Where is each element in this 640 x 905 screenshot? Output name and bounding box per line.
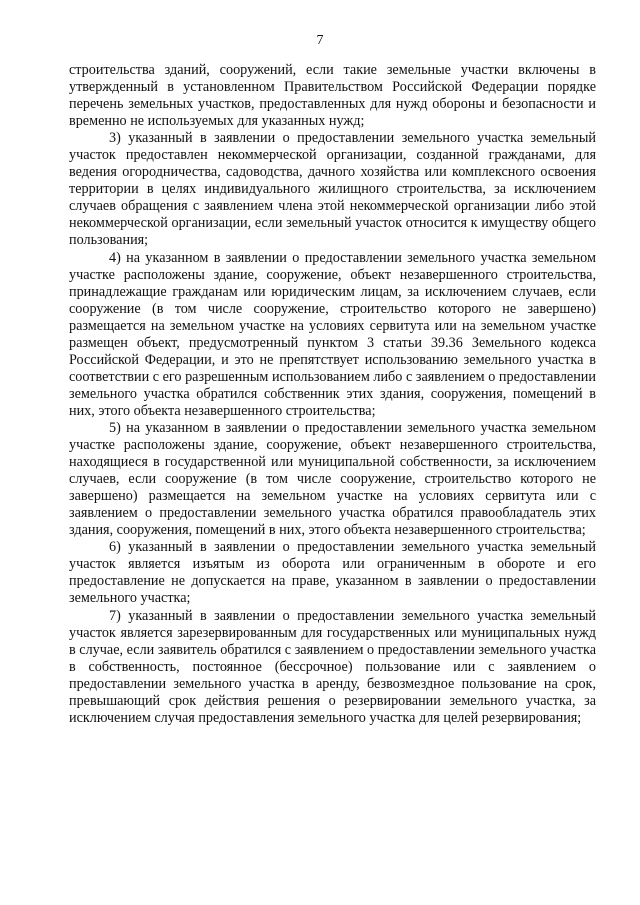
document-body <box>69 62 596 727</box>
paragraph-item-3: 3) указанный в заявлении о предоставлении земельного участка земельный участок предоставлен некоммерческой организации, созданной гражданами, для ведения огородничества, садоводства, дачного хозяйства или комплексного освоения территории в целях индивидуального жилищного строительства, за исключением случаев обращения с заявлением члена этой некоммерческой организации либо этой некоммерческой организации, если земельный участок относится к имуществу общего пользования; <box>69 130 596 249</box>
paragraph-item-6: 6) указанный в заявлении о предоставлении земельного участка земельный участок является изъятым из оборота или ограниченным в обороте и его предоставление не допускается на праве, указанном в заявлении о предоставлении земельного участка; <box>69 539 596 607</box>
page-number: 7 <box>316 33 324 48</box>
paragraph-item-5: 5) на указанном в заявлении о предоставлении земельного участка земельном участке расположены здание, сооружение, объект незавершенного строительства, находящиеся в государственной или муниципальной собственности, за исключением случаев, если сооружение (в том числе сооружение, строительство которого не завершено) размещается на земельном участке на условиях сервитута или с заявлением о предоставлении земельного участка обратился правообладатель этих здания, сооружения, помещений в них, этого объекта незавершенного строительства; <box>69 419 596 539</box>
paragraph-continuation: строительства зданий, сооружений, если такие земельные участки включены в утвержденный в установленном Правительством Российской Федерации порядке перечень земельных участков, предоставленных для нужд обороны и безопасности и временно не используемых для указанных нужд; <box>69 62 596 130</box>
paragraph-item-7: 7) указанный в заявлении о предоставлении земельного участка земельный участок является зарезервированным для государственных или муниципальных нужд в случае, если заявитель обратился с заявлением о предоставлении земельного участка в собственность, постоянное (бессрочное) пользование или с заявлением о предоставлении земельного участка в аренду, безвозмездное пользование на срок, превышающий срок действия решения о резервировании земельного участка, за исключением случая предоставления земельного участка для целей резервирования; <box>69 607 596 726</box>
paragraph-item-4: 4) на указанном в заявлении о предоставлении земельного участка земельном участке расположены здание, сооружение, объект незавершенного строительства, принадлежащие гражданам или юридическим лицам, за исключением случаев, если сооружение (в том числе сооружение, строительство которого не завершено) размещается на земельном участке на условиях сервитута или на земельном участке размещен объект, предусмотренный пунктом 3 статьи 39.36 Земельного кодекса Российской Федерации, и это не препятствует использованию земельного участка в соответствии с его разрешенным использованием либо с заявлением о предоставлении земельного участка обратился собственник этих здания, сооружения, помещений в них, этого объекта незавершенного строительства; <box>69 249 596 419</box>
